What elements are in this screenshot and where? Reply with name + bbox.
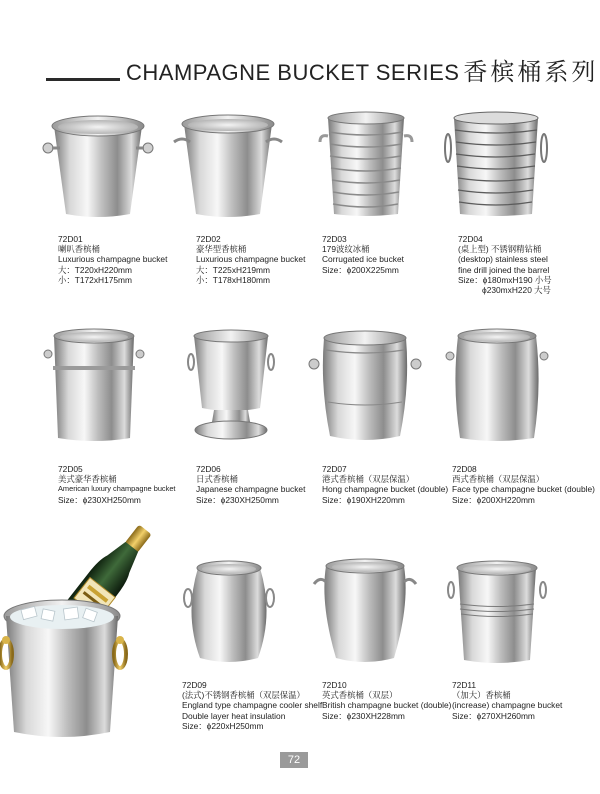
caption-line: England type champagne cooler shelf	[182, 700, 323, 711]
product-image-72d03	[318, 108, 414, 220]
product-caption-72d07	[322, 464, 448, 505]
product-code: 72D11	[452, 680, 477, 690]
product-code: 72D09	[182, 680, 207, 690]
product-code: 72D06	[196, 464, 221, 474]
product-image-72d06	[184, 326, 278, 444]
caption-line: Size：ϕ230XH250mm	[58, 494, 141, 505]
product-caption-72d08	[452, 464, 595, 505]
caption-line: 179波纹冰桶	[322, 244, 370, 255]
caption-line: Size：ϕ180mxH190 小号	[458, 274, 552, 285]
caption-line: Japanese champagne bucket	[196, 484, 306, 495]
product-caption-72d11	[452, 680, 562, 721]
caption-line: ϕ230mxH220 大号	[482, 285, 551, 296]
caption-line: Luxurious champagne bucket	[58, 254, 168, 265]
caption-line: 美式豪华香槟桶	[58, 474, 117, 485]
caption-line: 日式香槟桶	[196, 474, 238, 485]
caption-line: 小：T172xH175mm	[58, 274, 133, 285]
caption-line: Size：ϕ270XH260mm	[452, 710, 535, 721]
product-code: 72D02	[196, 234, 221, 244]
caption-line: British champagne bucket (double)	[322, 700, 452, 711]
caption-line: (法式)不锈钢香槟桶（双层保温）	[182, 690, 305, 701]
caption-line: Size：ϕ220xH250mm	[182, 720, 264, 731]
product-image-72d01	[42, 108, 154, 220]
caption-line: 西式香槟桶（双层保温）	[452, 474, 545, 485]
product-caption-72d05	[58, 464, 176, 505]
product-image-72d07	[308, 326, 422, 444]
caption-line: Size：ϕ190XH220mm	[322, 494, 405, 505]
product-image-72d11	[446, 556, 548, 666]
caption-line: 豪华型香槟桶	[196, 244, 247, 255]
product-code: 72D01	[58, 234, 83, 244]
caption-line: Face type champagne bucket (double)	[452, 484, 595, 495]
caption-line: Size：ϕ200X225mm	[322, 264, 399, 275]
product-image-72d04	[444, 108, 548, 220]
caption-line: 喇叭香槟桶	[58, 244, 100, 255]
product-image-72d10	[312, 554, 418, 668]
caption-line: 小：T178xH180mm	[196, 274, 271, 285]
page-number: 72	[280, 752, 308, 768]
caption-line: （加大）香槟桶	[452, 690, 511, 701]
caption-line: Size：ϕ230XH228mm	[322, 710, 405, 721]
product-code: 72D07	[322, 464, 347, 474]
caption-line: Size：ϕ200XH220mm	[452, 494, 535, 505]
caption-line: Double layer heat insulation	[182, 710, 286, 721]
title-cn: 香槟桶系列	[463, 58, 599, 86]
product-image-72d09	[180, 554, 278, 668]
page-header	[0, 44, 600, 90]
product-code: 72D04	[458, 234, 483, 244]
page-title	[120, 52, 600, 87]
product-caption-72d02	[196, 234, 305, 285]
caption-line: (desktop) stainless steel	[458, 254, 548, 265]
featured-bucket-with-champagne	[0, 518, 160, 744]
caption-line: (increase) champagne bucket	[452, 700, 563, 711]
caption-line: Hong champagne bucket (double)	[322, 484, 449, 495]
product-code: 72D10	[322, 680, 347, 690]
caption-line: 港式香槟桶（双层保温）	[322, 474, 415, 485]
product-caption-72d04	[458, 234, 552, 295]
title-en: CHAMPAGNE BUCKET SERIES	[126, 60, 460, 85]
product-caption-72d03	[322, 234, 404, 275]
product-code: 72D05	[58, 464, 83, 474]
product-caption-72d01	[58, 234, 167, 285]
product-caption-72d09	[182, 680, 322, 731]
product-image-72d08	[444, 326, 550, 444]
caption-line: 大：T220xH220mm	[58, 264, 133, 275]
product-code: 72D08	[452, 464, 477, 474]
caption-line: 大：T225xH219mm	[196, 264, 271, 275]
product-image-72d05	[42, 326, 146, 444]
product-caption-72d06	[196, 464, 305, 505]
caption-line: fine drill joined the barrel	[458, 264, 550, 275]
product-caption-72d10	[322, 680, 451, 721]
product-code: 72D03	[322, 234, 347, 244]
caption-line: Corrugated ice bucket	[322, 254, 404, 265]
product-image-72d02	[172, 108, 284, 220]
caption-line: Luxurious champagne bucket	[196, 254, 306, 265]
caption-line: American luxury champagne bucket	[58, 484, 176, 494]
caption-line: Size：ϕ230XH250mm	[196, 494, 279, 505]
caption-line: 英式香槟桶（双层）	[322, 690, 398, 701]
caption-line: (桌上型) 不锈钢精钻桶	[458, 244, 542, 255]
